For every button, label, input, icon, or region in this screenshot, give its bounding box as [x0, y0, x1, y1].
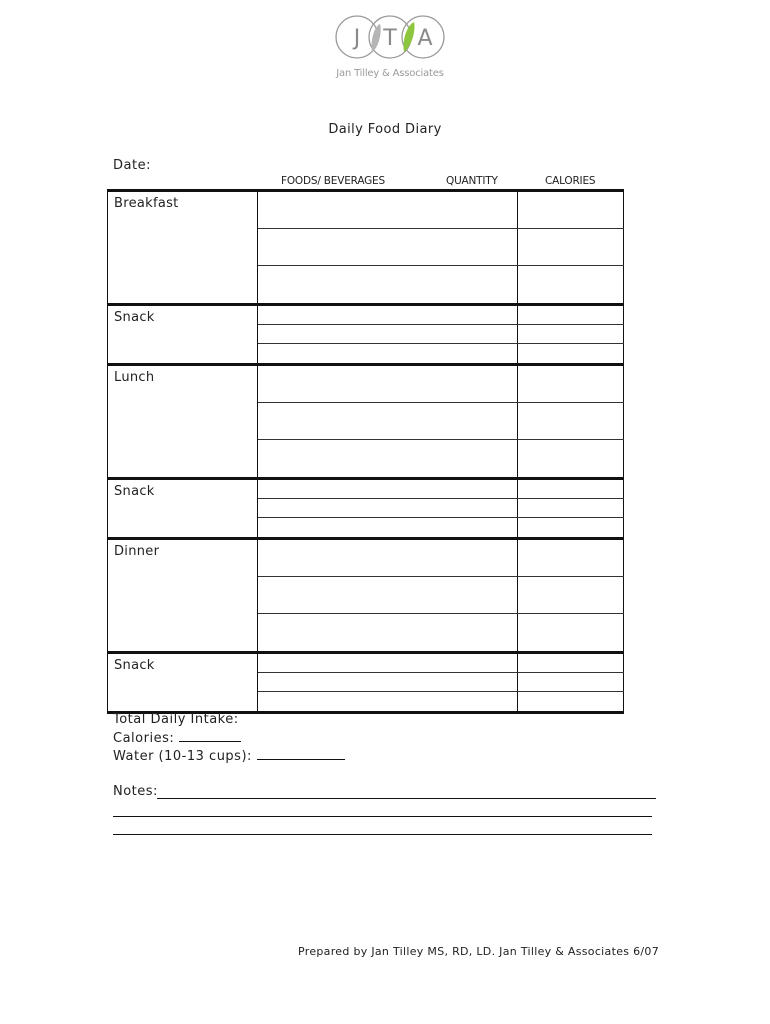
calories-cell[interactable] [518, 540, 624, 576]
food-quantity-cell[interactable] [258, 440, 518, 477]
meal-section [107, 306, 624, 363]
water-field[interactable] [113, 749, 345, 764]
col-header-calories: CALORIES [545, 175, 596, 187]
logo-subtitle: Jan Tilley & Associates [336, 68, 444, 79]
entry-rows [258, 192, 624, 303]
table-row [258, 192, 624, 229]
col-header-foods: FOODS/ BEVERAGES [281, 175, 385, 187]
calories-cell[interactable] [518, 403, 624, 439]
table-row [258, 614, 624, 651]
food-quantity-cell[interactable] [258, 306, 518, 324]
calories-cell[interactable] [518, 692, 624, 711]
food-quantity-cell[interactable] [258, 192, 518, 228]
notes-line[interactable] [113, 816, 652, 817]
logo-leaf-gray [371, 24, 380, 52]
food-quantity-cell[interactable] [258, 480, 518, 498]
calories-label: Calories: [113, 731, 175, 746]
food-quantity-cell[interactable] [258, 266, 518, 303]
water-label: Water (10-13 cups): [113, 749, 252, 764]
calories-cell[interactable] [518, 366, 624, 402]
notes-line[interactable] [113, 834, 652, 835]
table-row [258, 577, 624, 614]
entry-rows [258, 480, 624, 537]
calories-cell[interactable] [518, 614, 624, 651]
table-row [258, 306, 624, 325]
table-row [258, 518, 624, 537]
table-row [258, 499, 624, 518]
table-row [258, 403, 624, 440]
page-title: Daily Food Diary [328, 122, 442, 137]
meal-label: Lunch [107, 366, 258, 477]
entry-rows [258, 540, 624, 651]
food-quantity-cell[interactable] [258, 577, 518, 613]
table-row [258, 366, 624, 403]
food-quantity-cell[interactable] [258, 325, 518, 343]
table-row [258, 540, 624, 577]
entry-rows [258, 654, 624, 711]
food-quantity-cell[interactable] [258, 540, 518, 576]
date-label: Date: [113, 158, 151, 173]
table-row [258, 440, 624, 477]
calories-cell[interactable] [518, 499, 624, 517]
total-intake-label: Total Daily Intake: [113, 712, 239, 727]
food-quantity-cell[interactable] [258, 518, 518, 537]
calories-blank[interactable] [179, 741, 241, 742]
meal-label: Snack [107, 480, 258, 537]
food-quantity-cell[interactable] [258, 654, 518, 672]
table-row [258, 654, 624, 673]
calories-cell[interactable] [518, 306, 624, 324]
food-quantity-cell[interactable] [258, 614, 518, 651]
food-diary-table [107, 189, 624, 714]
food-quantity-cell[interactable] [258, 692, 518, 711]
calories-cell[interactable] [518, 192, 624, 228]
calories-cell[interactable] [518, 577, 624, 613]
calories-cell[interactable] [518, 229, 624, 265]
table-row [258, 344, 624, 363]
water-blank[interactable] [257, 759, 345, 760]
calories-cell[interactable] [518, 266, 624, 303]
table-row [258, 229, 624, 266]
calories-cell[interactable] [518, 440, 624, 477]
meal-label: Breakfast [107, 192, 258, 303]
food-quantity-cell[interactable] [258, 366, 518, 402]
footer-credit: Prepared by Jan Tilley MS, RD, LD. Jan Tilley & Associates 6/07 [298, 945, 659, 958]
meal-label: Dinner [107, 540, 258, 651]
logo-letter-a: A [417, 26, 433, 51]
food-quantity-cell[interactable] [258, 499, 518, 517]
meal-section [107, 654, 624, 711]
logo-letter-t: T [383, 26, 397, 51]
calories-field[interactable] [113, 731, 241, 746]
logo-letter-j: J [353, 26, 361, 51]
calories-cell[interactable] [518, 673, 624, 691]
meal-section [107, 192, 624, 303]
meal-section [107, 480, 624, 537]
col-header-quantity: QUANTITY [446, 175, 498, 187]
meal-section [107, 366, 624, 477]
food-quantity-cell[interactable] [258, 403, 518, 439]
table-row [258, 480, 624, 499]
food-quantity-cell[interactable] [258, 229, 518, 265]
table-row [258, 325, 624, 344]
calories-cell[interactable] [518, 344, 624, 363]
food-quantity-cell[interactable] [258, 344, 518, 363]
calories-cell[interactable] [518, 518, 624, 537]
table-row [258, 673, 624, 692]
calories-cell[interactable] [518, 325, 624, 343]
meal-label: Snack [107, 306, 258, 363]
meal-section [107, 540, 624, 651]
notes-line[interactable] [157, 798, 656, 799]
table-row [258, 266, 624, 303]
table-row [258, 692, 624, 711]
food-quantity-cell[interactable] [258, 673, 518, 691]
calories-cell[interactable] [518, 480, 624, 498]
notes-label: Notes: [113, 784, 158, 799]
calories-cell[interactable] [518, 654, 624, 672]
entry-rows [258, 366, 624, 477]
meal-label: Snack [107, 654, 258, 711]
entry-rows [258, 306, 624, 363]
